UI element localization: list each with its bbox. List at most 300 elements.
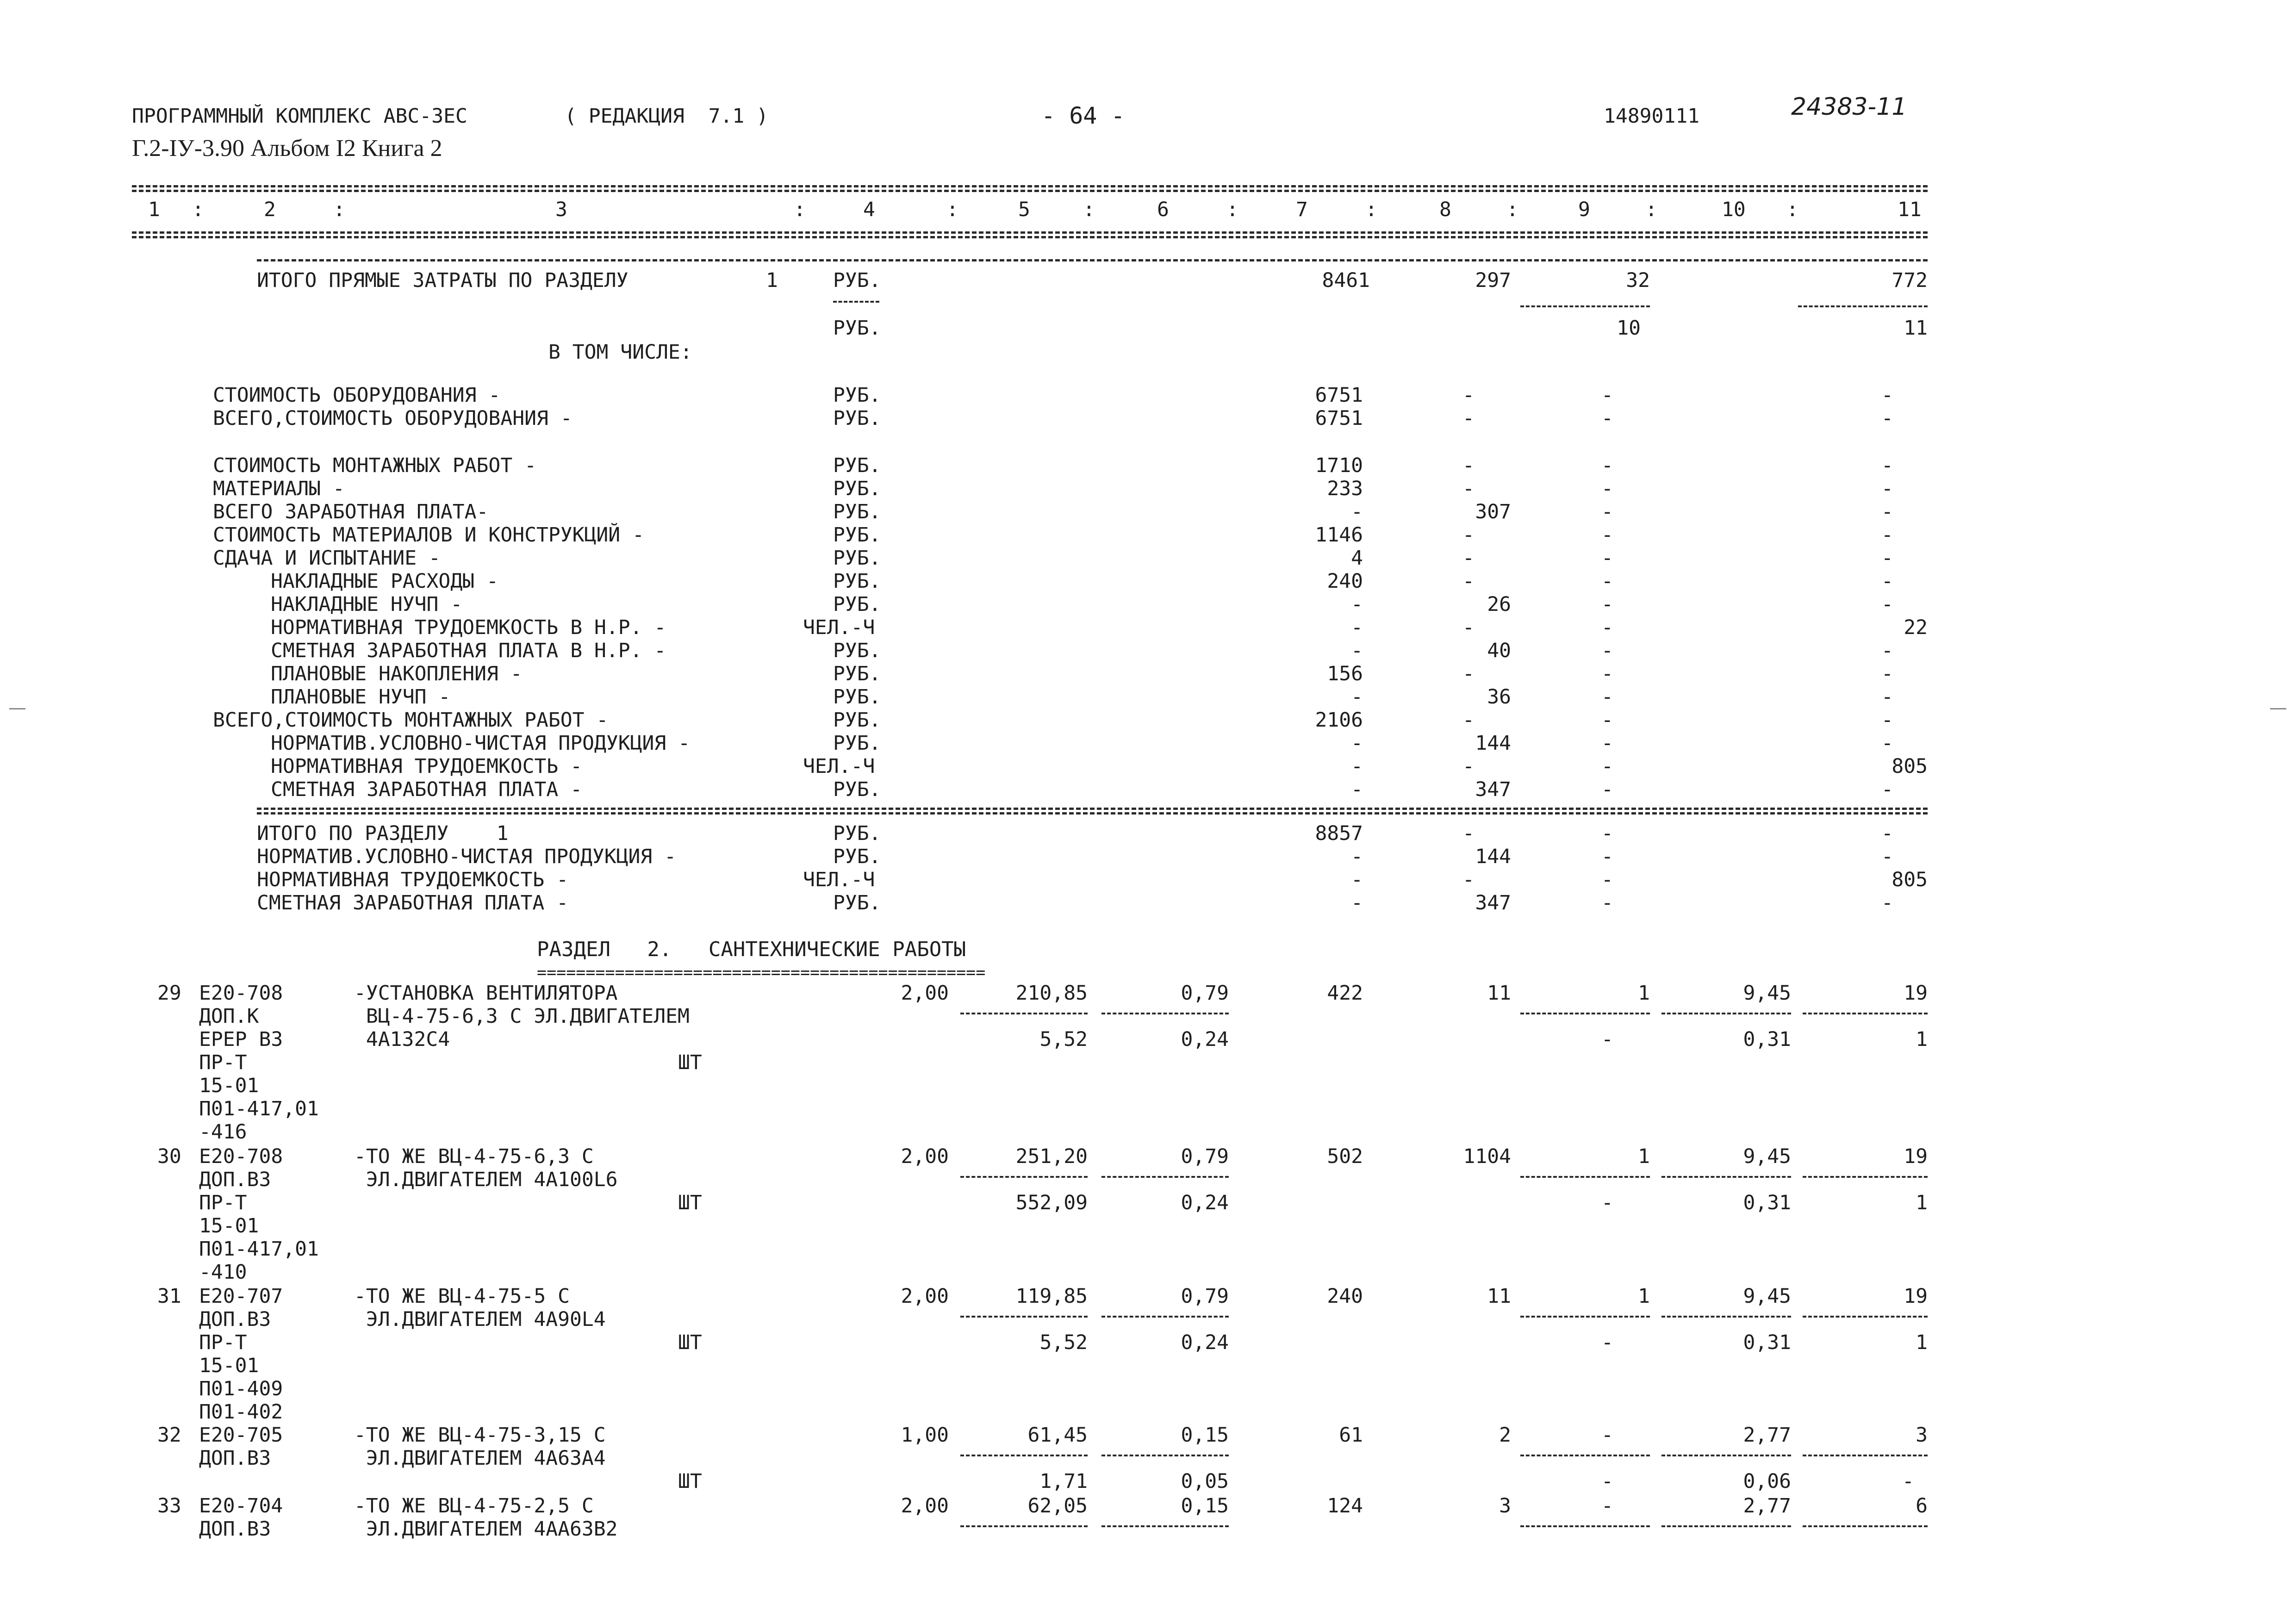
item-col11-b: 1 — [1916, 1331, 1928, 1354]
total-col7: - — [1351, 891, 1363, 914]
line-col7: - — [1351, 500, 1363, 523]
total-col8: - — [1462, 822, 1475, 845]
line-col11: - — [1881, 570, 1893, 593]
margin-mark-left — [9, 708, 25, 709]
document-code: 14890111 — [1604, 105, 1700, 128]
item-number: 32 — [157, 1424, 181, 1447]
item-col9-rule — [1520, 1316, 1650, 1318]
line-label: ВСЕГО,СТОИМОСТЬ ОБОРУДОВАНИЯ - — [213, 407, 572, 430]
header-rule-bottom — [132, 231, 1928, 234]
total-col9: - — [1601, 845, 1613, 868]
summary-unit-2: РУБ. — [833, 317, 881, 340]
line-col11: - — [1881, 547, 1893, 570]
column-header-10: 10 — [1722, 198, 1746, 221]
item-col11-rule — [1803, 1525, 1928, 1527]
item-col6-rule — [1101, 1455, 1229, 1456]
line-unit: ЧЕЛ.-Ч — [803, 616, 875, 639]
item-col6-b: 0,05 — [1181, 1470, 1229, 1493]
line-col7: 6751 — [1315, 407, 1363, 430]
item-col6-rule — [1101, 1176, 1229, 1178]
item-col11: 6 — [1916, 1494, 1928, 1517]
item-col8: 2 — [1499, 1424, 1511, 1447]
line-col11: 805 — [1892, 755, 1928, 778]
item-col10-rule — [1661, 1525, 1791, 1527]
item-col6: 0,15 — [1181, 1494, 1229, 1517]
handwritten-doc-number: 24383-11 — [1791, 93, 1907, 121]
column-header-11: 11 — [1898, 198, 1922, 221]
line-col7: - — [1351, 616, 1363, 639]
item-col5-rule — [960, 1316, 1088, 1318]
total-col7: 8857 — [1315, 822, 1363, 845]
total-label: НОРМАТИВ.УСЛОВНО-ЧИСТАЯ ПРОДУКЦИЯ - — [257, 845, 677, 868]
item-col11: 19 — [1904, 982, 1928, 1005]
line-col8: - — [1462, 662, 1475, 685]
summary-col8: 297 — [1475, 269, 1511, 292]
item-col10-rule — [1661, 1176, 1791, 1178]
item-col5: 62,05 — [1027, 1494, 1088, 1517]
line-col11: - — [1881, 384, 1893, 407]
line-unit: РУБ. — [833, 454, 881, 477]
total-unit: РУБ. — [833, 822, 881, 845]
line-unit: РУБ. — [833, 685, 881, 709]
column-separator: : — [192, 198, 204, 221]
line-col9: - — [1601, 662, 1613, 685]
item-quantity: 2,00 — [901, 982, 949, 1005]
line-label: НОРМАТИВНАЯ ТРУДОЕМКОСТЬ В Н.Р. - — [271, 616, 666, 639]
item-code-line: ДОП.К — [199, 1005, 259, 1028]
total-col7: - — [1351, 845, 1363, 868]
item-col5-b: 552,09 — [1015, 1191, 1088, 1214]
item-quantity: 2,00 — [901, 1494, 949, 1517]
line-col9: - — [1601, 593, 1613, 616]
item-name-line: ЭЛ.ДВИГАТЕЛЕМ 4АА63В2 — [354, 1517, 618, 1541]
item-code-line: 15-01 — [199, 1074, 259, 1097]
item-code-line: ДОП.ВЗ — [199, 1308, 271, 1331]
item-quantity: 2,00 — [901, 1145, 949, 1168]
column-separator: : — [1506, 198, 1518, 221]
line-label: НАКЛАДНЫЕ НУЧП - — [271, 593, 463, 616]
item-col10: 9,45 — [1743, 1145, 1791, 1168]
item-col6: 0,79 — [1181, 1145, 1229, 1168]
line-col11: - — [1881, 778, 1893, 801]
total-col8: 347 — [1475, 891, 1511, 914]
item-col10-b: 0,31 — [1743, 1331, 1791, 1354]
line-col8: - — [1462, 570, 1475, 593]
summary-col11-b: 11 — [1904, 317, 1928, 340]
item-unit: ШТ — [678, 1470, 702, 1493]
line-label: СТОИМОСТЬ МАТЕРИАЛОВ И КОНСТРУКЦИЙ - — [213, 523, 644, 547]
item-col9-b: - — [1601, 1331, 1613, 1354]
total-col8: - — [1462, 868, 1475, 891]
item-col10-rule — [1661, 1316, 1791, 1318]
item-name-line: ЭЛ.ДВИГАТЕЛЕМ 4А100L6 — [354, 1168, 618, 1191]
line-col11: 22 — [1904, 616, 1928, 639]
item-quantity: 1,00 — [901, 1424, 949, 1447]
line-col7: 1710 — [1315, 454, 1363, 477]
total-col9: - — [1601, 822, 1613, 845]
section2-title: РАЗДЕЛ 2. САНТЕХНИЧЕСКИЕ РАБОТЫ — [537, 938, 966, 961]
column-separator: : — [333, 198, 345, 221]
album-reference: Г.2-ІУ-3.90 Альбом І2 Книга 2 — [132, 135, 442, 162]
line-label: ПЛАНОВЫЕ НУЧП - — [271, 685, 451, 709]
item-col5: 210,85 — [1015, 982, 1088, 1005]
item-col5: 61,45 — [1027, 1424, 1088, 1447]
item-col10-b: 0,06 — [1743, 1470, 1791, 1493]
item-col6-b: 0,24 — [1181, 1191, 1229, 1214]
item-col5-b: 5,52 — [1039, 1331, 1088, 1354]
line-col9: - — [1601, 685, 1613, 709]
line-col11: - — [1881, 709, 1893, 732]
item-unit: ШТ — [678, 1331, 702, 1354]
column-header-7: 7 — [1296, 198, 1308, 221]
item-col10-rule — [1661, 1455, 1791, 1456]
column-header-9: 9 — [1578, 198, 1590, 221]
line-col8: 347 — [1475, 778, 1511, 801]
column-header-4: 4 — [863, 198, 875, 221]
total-unit: ЧЕЛ.-Ч — [803, 868, 875, 891]
item-col9: - — [1601, 1424, 1613, 1447]
column-separator: : — [1226, 198, 1238, 221]
summary-unit: РУБ. — [833, 269, 881, 292]
item-code-line: Е20-708 — [199, 1145, 283, 1168]
total-unit: РУБ. — [833, 891, 881, 914]
item-col10: 2,77 — [1743, 1494, 1791, 1517]
item-code-line: 15-01 — [199, 1214, 259, 1237]
margin-mark-right — [2270, 708, 2286, 709]
line-col9: - — [1601, 477, 1613, 500]
item-col5-b: 1,71 — [1039, 1470, 1088, 1493]
item-col6-rule — [1101, 1525, 1229, 1527]
line-unit: РУБ. — [833, 547, 881, 570]
item-col7: 124 — [1327, 1494, 1363, 1517]
item-col9-b: - — [1601, 1191, 1613, 1214]
column-separator: : — [1083, 198, 1095, 221]
unit-underline — [833, 301, 879, 303]
line-col9: - — [1601, 732, 1613, 755]
line-col7: - — [1351, 778, 1363, 801]
item-code-line: ПР-Т — [199, 1051, 247, 1074]
total-label: НОРМАТИВНАЯ ТРУДОЕМКОСТЬ - — [257, 868, 569, 891]
line-col8: - — [1462, 384, 1475, 407]
column-header-3: 3 — [555, 198, 567, 221]
line-col8: - — [1462, 523, 1475, 547]
item-col5-rule — [960, 1455, 1088, 1456]
line-col9: - — [1601, 639, 1613, 662]
line-col7: - — [1351, 685, 1363, 709]
item-col5: 251,20 — [1015, 1145, 1088, 1168]
item-number: 30 — [157, 1145, 181, 1168]
line-label: МАТЕРИАЛЫ - — [213, 477, 345, 500]
item-code-line: Е20-704 — [199, 1494, 283, 1517]
line-col9: - — [1601, 755, 1613, 778]
item-col5-rule — [960, 1013, 1088, 1014]
summary-section-number: 1 — [766, 269, 778, 292]
line-col7: - — [1351, 755, 1363, 778]
item-col10: 9,45 — [1743, 1285, 1791, 1308]
line-label: НОРМАТИВ.УСЛОВНО-ЧИСТАЯ ПРОДУКЦИЯ - — [271, 732, 691, 755]
item-code-line: -416 — [199, 1120, 247, 1144]
item-col9-rule — [1520, 1525, 1650, 1527]
item-code-line: ПР-Т — [199, 1331, 247, 1354]
item-col8: 11 — [1487, 1285, 1511, 1308]
line-col9: - — [1601, 407, 1613, 430]
item-name-line: ВЦ-4-75-6,3 С ЭЛ.ДВИГАТЕЛЕМ — [354, 1005, 690, 1028]
item-name-line: ЭЛ.ДВИГАТЕЛЕМ 4А90L4 — [354, 1308, 606, 1331]
line-col9: - — [1601, 709, 1613, 732]
item-name-line: 4А132С4 — [354, 1028, 450, 1051]
page-number: - 64 - — [1041, 102, 1125, 129]
item-col11-b: 1 — [1916, 1028, 1928, 1051]
item-col11-rule — [1803, 1013, 1928, 1014]
item-col10-b: 0,31 — [1743, 1191, 1791, 1214]
total-col11: - — [1881, 822, 1893, 845]
item-name-line: -УСТАНОВКА ВЕНТИЛЯТОРА — [354, 982, 618, 1005]
item-col11: 19 — [1904, 1145, 1928, 1168]
program-title: ПРОГРАММНЫЙ КОМПЛЕКС АВС-3ЕС — [132, 105, 467, 128]
line-col11: - — [1881, 407, 1893, 430]
line-unit: РУБ. — [833, 662, 881, 685]
item-col9-b: - — [1601, 1470, 1613, 1493]
item-col11: 3 — [1916, 1424, 1928, 1447]
line-col9: - — [1601, 500, 1613, 523]
item-col7: 502 — [1327, 1145, 1363, 1168]
line-col8: - — [1462, 709, 1475, 732]
item-col5-rule — [960, 1525, 1088, 1527]
total1-rule-2 — [257, 812, 1928, 815]
item-col11-rule — [1803, 1455, 1928, 1456]
summary-col9-b: 10 — [1617, 317, 1641, 340]
item-col9-rule — [1520, 1013, 1650, 1014]
item-col5-b: 5,52 — [1039, 1028, 1088, 1051]
item-col11-b: 1 — [1916, 1191, 1928, 1214]
item-name-line: ЭЛ.ДВИГАТЕЛЕМ 4А63А4 — [354, 1447, 606, 1470]
line-col8: 36 — [1487, 685, 1511, 709]
summary-rule — [257, 259, 1928, 261]
line-unit: РУБ. — [833, 778, 881, 801]
item-col6-rule — [1101, 1013, 1229, 1014]
summary-col11-rule — [1798, 305, 1928, 307]
line-col8: - — [1462, 755, 1475, 778]
line-col11: - — [1881, 685, 1893, 709]
item-code-line: П01-417,01 — [199, 1237, 319, 1261]
line-col8: - — [1462, 616, 1475, 639]
item-code-line: Е20-708 — [199, 982, 283, 1005]
item-col9: 1 — [1638, 1145, 1650, 1168]
line-col7: - — [1351, 593, 1363, 616]
item-code-line: -410 — [199, 1261, 247, 1284]
item-col10: 2,77 — [1743, 1424, 1791, 1447]
item-col5: 119,85 — [1015, 1285, 1088, 1308]
column-header-5: 5 — [1018, 198, 1030, 221]
summary-col11: 772 — [1892, 269, 1928, 292]
line-unit: РУБ. — [833, 709, 881, 732]
item-col6-rule — [1101, 1316, 1229, 1318]
item-col8: 1104 — [1463, 1145, 1511, 1168]
item-col11-rule — [1803, 1176, 1928, 1178]
item-name-line: -ТО ЖЕ ВЦ-4-75-6,3 С — [354, 1145, 594, 1168]
line-col9: - — [1601, 384, 1613, 407]
column-separator: : — [946, 198, 958, 221]
item-code-line: П01-409 — [199, 1377, 283, 1400]
item-col8: 11 — [1487, 982, 1511, 1005]
item-col8: 3 — [1499, 1494, 1511, 1517]
line-col7: 156 — [1327, 662, 1363, 685]
line-col9: - — [1601, 547, 1613, 570]
total-col7: - — [1351, 868, 1363, 891]
item-col6-b: 0,24 — [1181, 1331, 1229, 1354]
line-col7: 1146 — [1315, 523, 1363, 547]
line-label: СТОИМОСТЬ ОБОРУДОВАНИЯ - — [213, 384, 501, 407]
item-col9: 1 — [1638, 982, 1650, 1005]
line-col8: 307 — [1475, 500, 1511, 523]
summary-col7: 8461 — [1322, 269, 1370, 292]
item-col9: 1 — [1638, 1285, 1650, 1308]
item-code-line: ЕРЕР ВЗ — [199, 1028, 283, 1051]
item-code-line: Е20-707 — [199, 1285, 283, 1308]
total-label: ИТОГО ПО РАЗДЕЛУ 1 — [257, 822, 509, 845]
item-col5-rule — [960, 1176, 1088, 1178]
summary-col9: 32 — [1626, 269, 1650, 292]
line-col11: - — [1881, 732, 1893, 755]
summary-col9-rule — [1520, 305, 1650, 307]
line-col9: - — [1601, 778, 1613, 801]
item-col10: 9,45 — [1743, 982, 1791, 1005]
line-col8: - — [1462, 454, 1475, 477]
line-label: СМЕТНАЯ ЗАРАБОТНАЯ ПЛАТА В Н.Р. - — [271, 639, 666, 662]
item-code-line: ДОП.ВЗ — [199, 1517, 271, 1541]
item-code-line: П01-402 — [199, 1400, 283, 1424]
item-col6: 0,79 — [1181, 1285, 1229, 1308]
column-header-6: 6 — [1157, 198, 1169, 221]
item-col11-rule — [1803, 1316, 1928, 1318]
line-col7: 4 — [1351, 547, 1363, 570]
line-label: ВСЕГО,СТОИМОСТЬ МОНТАЖНЫХ РАБОТ - — [213, 709, 609, 732]
line-col11: - — [1881, 523, 1893, 547]
item-code-line: ПР-Т — [199, 1191, 247, 1214]
column-separator: : — [1786, 198, 1798, 221]
item-code-line: ДОП.ВЗ — [199, 1447, 271, 1470]
total1-rule — [257, 808, 1928, 810]
line-unit: РУБ. — [833, 639, 881, 662]
line-col7: 233 — [1327, 477, 1363, 500]
line-unit: РУБ. — [833, 593, 881, 616]
item-col9: - — [1601, 1494, 1613, 1517]
line-label: СМЕТНАЯ ЗАРАБОТНАЯ ПЛАТА - — [271, 778, 583, 801]
section2-underline: ============================================== — [537, 964, 986, 982]
column-separator: : — [1645, 198, 1657, 221]
item-number: 33 — [157, 1494, 181, 1517]
item-number: 31 — [157, 1285, 181, 1308]
item-unit: ШТ — [678, 1191, 702, 1214]
line-col7: - — [1351, 639, 1363, 662]
column-separator: : — [794, 198, 806, 221]
line-col8: 144 — [1475, 732, 1511, 755]
line-col8: - — [1462, 477, 1475, 500]
line-label: СТОИМОСТЬ МОНТАЖНЫХ РАБОТ - — [213, 454, 536, 477]
line-unit: РУБ. — [833, 384, 881, 407]
line-col7: 6751 — [1315, 384, 1363, 407]
total-col11: 805 — [1892, 868, 1928, 891]
total-col8: 144 — [1475, 845, 1511, 868]
column-header-1: 1 — [148, 198, 160, 221]
item-unit: ШТ — [678, 1051, 702, 1074]
item-quantity: 2,00 — [901, 1285, 949, 1308]
total-col11: - — [1881, 891, 1893, 914]
line-label: НОРМАТИВНАЯ ТРУДОЕМКОСТЬ - — [271, 755, 583, 778]
header-rule-top-2 — [132, 190, 1928, 192]
line-col11: - — [1881, 500, 1893, 523]
line-col11: - — [1881, 593, 1893, 616]
line-col9: - — [1601, 523, 1613, 547]
item-col11-b: - — [1902, 1470, 1914, 1493]
total-label: СМЕТНАЯ ЗАРАБОТНАЯ ПЛАТА - — [257, 891, 569, 914]
item-col10-b: 0,31 — [1743, 1028, 1791, 1051]
item-col11: 19 — [1904, 1285, 1928, 1308]
item-col10-rule — [1661, 1013, 1791, 1014]
item-name-line: -ТО ЖЕ ВЦ-4-75-5 С — [354, 1285, 570, 1308]
line-col11: - — [1881, 662, 1893, 685]
item-col7: 422 — [1327, 982, 1363, 1005]
line-unit: РУБ. — [833, 523, 881, 547]
line-unit: РУБ. — [833, 500, 881, 523]
header-rule-bottom-2 — [132, 236, 1928, 238]
line-unit: РУБ. — [833, 570, 881, 593]
line-col8: - — [1462, 547, 1475, 570]
item-code-line: ДОП.ВЗ — [199, 1168, 271, 1191]
line-col9: - — [1601, 454, 1613, 477]
total-col9: - — [1601, 868, 1613, 891]
column-header-8: 8 — [1439, 198, 1451, 221]
item-col6: 0,79 — [1181, 982, 1229, 1005]
total-col11: - — [1881, 845, 1893, 868]
item-code-line: 15-01 — [199, 1354, 259, 1377]
total-col9: - — [1601, 891, 1613, 914]
line-col11: - — [1881, 477, 1893, 500]
item-col9-rule — [1520, 1455, 1650, 1456]
item-col9-rule — [1520, 1176, 1650, 1178]
line-unit: РУБ. — [833, 407, 881, 430]
item-col7: 61 — [1339, 1424, 1363, 1447]
summary-title: ИТОГО ПРЯМЫЕ ЗАТРАТЫ ПО РАЗДЕЛУ — [257, 269, 628, 292]
line-label: ВСЕГО ЗАРАБОТНАЯ ПЛАТА- — [213, 500, 489, 523]
header-rule-top — [132, 185, 1928, 187]
item-col9-b: - — [1601, 1028, 1613, 1051]
item-name-line: -ТО ЖЕ ВЦ-4-75-2,5 С — [354, 1494, 594, 1517]
total-unit: РУБ. — [833, 845, 881, 868]
item-name-line: -ТО ЖЕ ВЦ-4-75-3,15 С — [354, 1424, 606, 1447]
line-col9: - — [1601, 616, 1613, 639]
line-unit: РУБ. — [833, 477, 881, 500]
line-label: СДАЧА И ИСПЫТАНИЕ - — [213, 547, 441, 570]
line-col8: 40 — [1487, 639, 1511, 662]
line-unit: РУБ. — [833, 732, 881, 755]
edition-label: ( РЕДАКЦИЯ 7.1 ) — [565, 105, 769, 128]
item-number: 29 — [157, 982, 181, 1005]
line-unit: ЧЕЛ.-Ч — [803, 755, 875, 778]
line-col8: - — [1462, 407, 1475, 430]
line-col7: 2106 — [1315, 709, 1363, 732]
line-label: НАКЛАДНЫЕ РАСХОДЫ - — [271, 570, 498, 593]
line-label: ПЛАНОВЫЕ НАКОПЛЕНИЯ - — [271, 662, 523, 685]
line-col7: 240 — [1327, 570, 1363, 593]
line-col8: 26 — [1487, 593, 1511, 616]
line-col7: - — [1351, 732, 1363, 755]
line-col11: - — [1881, 639, 1893, 662]
item-code-line: Е20-705 — [199, 1424, 283, 1447]
line-col9: - — [1601, 570, 1613, 593]
item-col6-b: 0,24 — [1181, 1028, 1229, 1051]
column-header-2: 2 — [264, 198, 276, 221]
